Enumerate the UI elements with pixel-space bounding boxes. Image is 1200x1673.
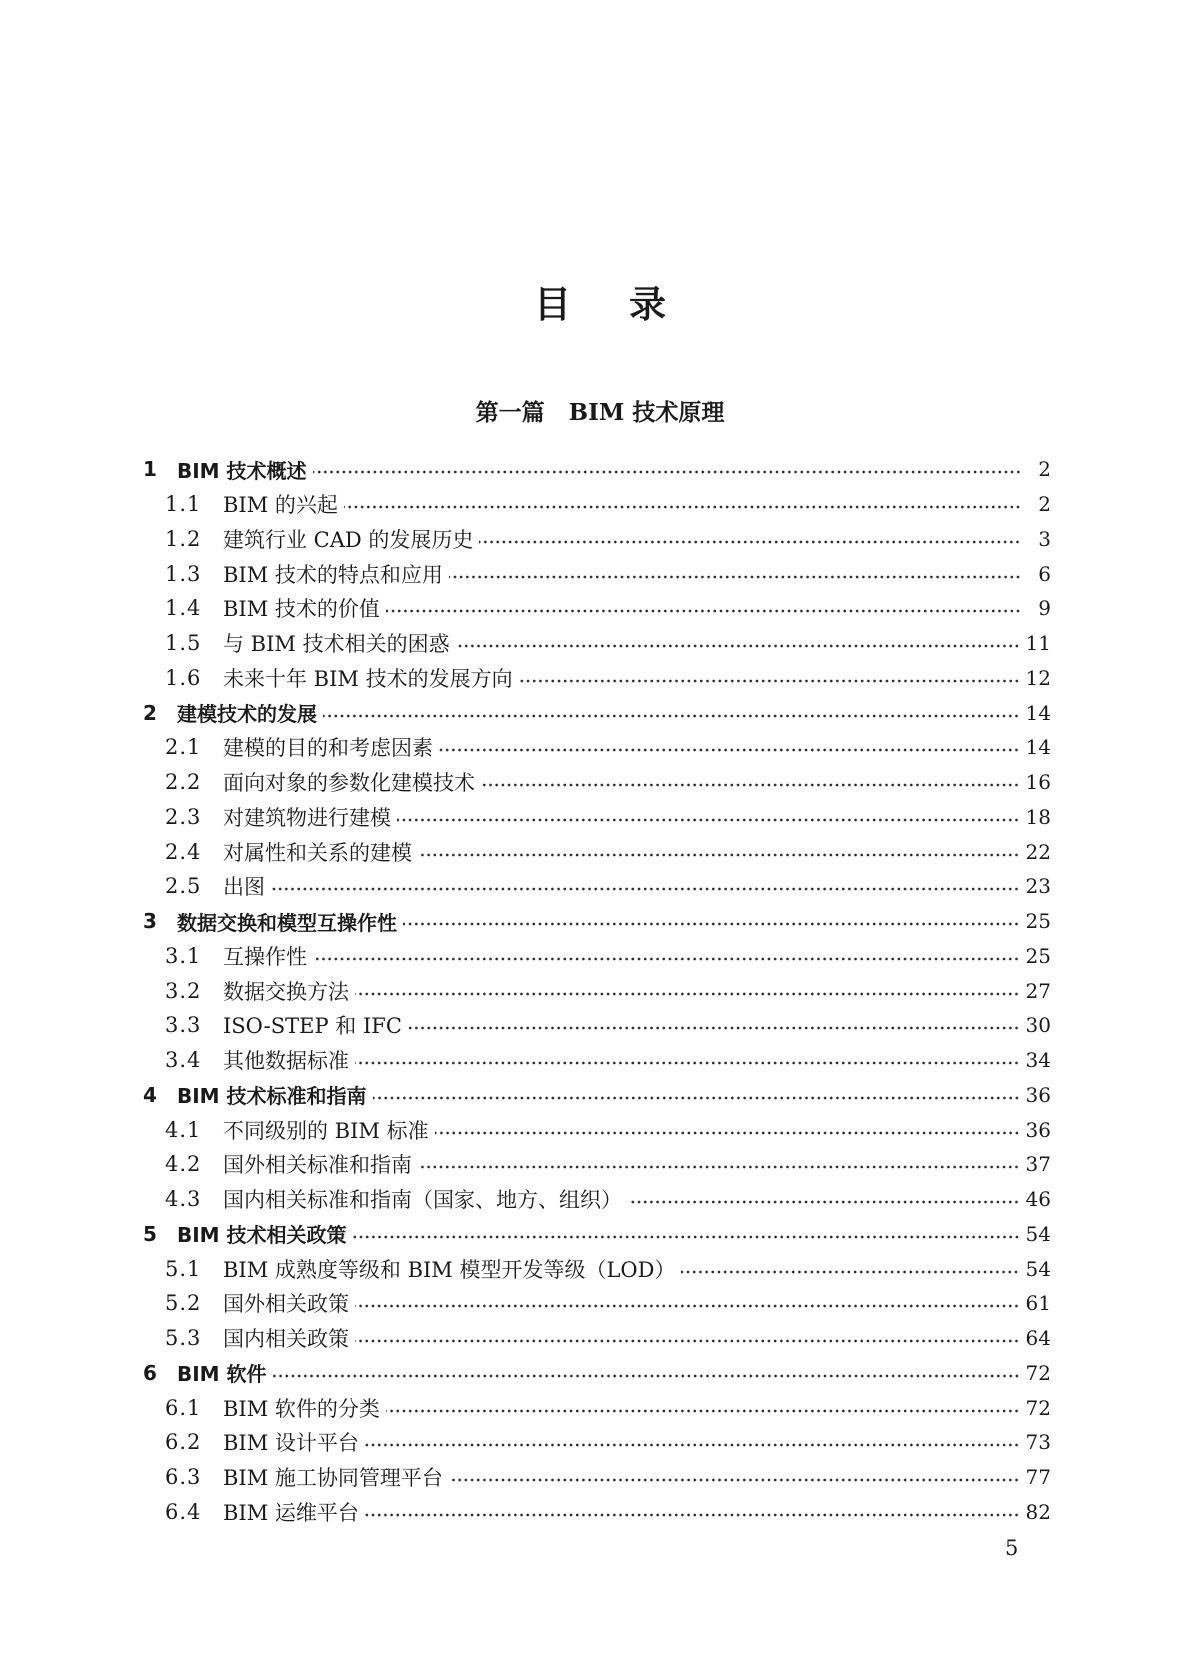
toc-entry-page: 23 <box>1025 874 1051 899</box>
toc-section-entry[interactable] <box>143 730 1051 765</box>
toc-section-entry[interactable] <box>143 1112 1051 1147</box>
toc-section-entry[interactable] <box>143 800 1051 835</box>
dot-leader <box>628 1199 1020 1205</box>
toc-entry-title: 不同级别的 BIM 标准 <box>223 1118 429 1143</box>
toc-entry-title: 出图 <box>223 875 265 900</box>
dot-leader <box>481 782 1020 788</box>
toc-section-entry[interactable] <box>143 834 1051 869</box>
toc-entry-number: 4.3 <box>165 1187 202 1212</box>
toc-section-entry[interactable] <box>143 1147 1051 1182</box>
toc-entry-title: BIM 运维平台 <box>223 1500 359 1525</box>
toc-entry-title: BIM 设计平台 <box>223 1431 359 1456</box>
toc-entry-title: 与 BIM 技术相关的困惑 <box>223 632 450 657</box>
dot-leader <box>386 1408 1020 1414</box>
toc-entry-page: 46 <box>1025 1187 1051 1212</box>
dot-leader <box>313 956 1020 962</box>
toc-entry-number: 4.1 <box>165 1117 202 1142</box>
toc-entry-number: 6 <box>143 1360 157 1385</box>
toc-chapter-entry[interactable] <box>143 1356 1051 1391</box>
table-of-contents <box>143 452 1051 1529</box>
toc-entry-page: 25 <box>1025 909 1051 934</box>
dot-leader <box>386 608 1021 614</box>
toc-section-entry[interactable] <box>143 522 1051 557</box>
page-title: 目录 <box>534 282 724 326</box>
dot-leader <box>355 991 1020 997</box>
toc-entry-number: 2.2 <box>165 770 202 795</box>
toc-entry-number: 1.5 <box>165 631 202 656</box>
toc-entry-page: 2 <box>1038 457 1051 482</box>
toc-entry-page: 11 <box>1025 631 1051 656</box>
toc-entry-page: 12 <box>1025 665 1051 690</box>
dot-leader <box>355 1303 1020 1309</box>
toc-entry-page: 27 <box>1025 978 1051 1003</box>
toc-entry-number: 1 <box>143 457 157 482</box>
toc-entry-title: 未来十年 BIM 技术的发展方向 <box>223 666 513 691</box>
toc-chapter-entry[interactable] <box>143 1217 1051 1252</box>
part-title: BIM 技术原理 <box>568 399 725 426</box>
toc-entry-number: 5.2 <box>165 1291 202 1316</box>
toc-entry-page: 82 <box>1025 1499 1051 1524</box>
toc-entry-page: 36 <box>1025 1082 1051 1107</box>
toc-entry-title: 国外相关标准和指南 <box>223 1153 412 1178</box>
toc-entry-page: 36 <box>1025 1117 1051 1142</box>
toc-entry-page: 25 <box>1025 943 1051 968</box>
toc-entry-title: BIM 技术标准和指南 <box>177 1084 367 1109</box>
toc-section-entry[interactable] <box>143 1390 1051 1425</box>
part-heading <box>0 398 1200 428</box>
toc-entry-title: BIM 成熟度等级和 BIM 模型开发等级（LOD） <box>223 1257 676 1282</box>
toc-entry-title: 国外相关政策 <box>223 1292 349 1317</box>
dot-leader <box>456 643 1020 649</box>
toc-entry-page: 37 <box>1025 1152 1051 1177</box>
toc-entry-title: 对属性和关系的建模 <box>223 840 412 865</box>
toc-section-entry[interactable] <box>143 939 1051 974</box>
toc-entry-title: BIM 技术的特点和应用 <box>223 562 443 587</box>
toc-entry-number: 5.1 <box>165 1256 202 1281</box>
toc-entry-title: 国内相关政策 <box>223 1327 349 1352</box>
dot-leader <box>365 1512 1020 1518</box>
toc-entry-page: 14 <box>1025 700 1051 725</box>
toc-entry-number: 4 <box>143 1082 157 1107</box>
toc-entry-title: BIM 的兴起 <box>223 493 338 518</box>
toc-section-entry[interactable] <box>143 626 1051 661</box>
toc-entry-number: 5.3 <box>165 1326 202 1351</box>
dot-leader <box>479 539 1021 545</box>
toc-entry-number: 1.3 <box>165 561 202 586</box>
dot-leader <box>403 921 1020 927</box>
toc-entry-number: 2.1 <box>165 735 202 760</box>
toc-entry-number: 6.2 <box>165 1430 202 1455</box>
toc-entry-title: 建模技术的发展 <box>177 702 317 727</box>
dot-leader <box>449 1477 1020 1483</box>
toc-entry-page: 2 <box>1038 492 1051 517</box>
toc-entry-number: 3 <box>143 909 157 934</box>
toc-entry-number: 6.3 <box>165 1465 202 1490</box>
toc-entry-number: 2 <box>143 700 157 725</box>
toc-entry-title: 数据交换方法 <box>223 979 349 1004</box>
toc-section-entry[interactable] <box>143 765 1051 800</box>
dot-leader <box>397 817 1020 823</box>
toc-entry-title: 对建筑物进行建模 <box>223 805 391 830</box>
toc-entry-page: 54 <box>1025 1256 1051 1281</box>
dot-leader <box>323 713 1020 719</box>
toc-entry-title: BIM 软件的分类 <box>223 1396 380 1421</box>
page-number: 5 <box>1005 1536 1019 1560</box>
part-label: 第一篇 <box>475 399 545 426</box>
toc-entry-page: 30 <box>1025 1013 1051 1038</box>
toc-entry-page: 22 <box>1025 839 1051 864</box>
toc-section-entry[interactable] <box>143 1321 1051 1356</box>
dot-leader <box>353 1234 1020 1240</box>
dot-leader <box>449 574 1021 580</box>
toc-entry-title: 互操作性 <box>223 944 307 969</box>
toc-section-entry[interactable] <box>143 1460 1051 1495</box>
toc-entry-page: 34 <box>1025 1048 1051 1073</box>
dot-leader <box>313 469 1021 475</box>
dot-leader <box>271 886 1020 892</box>
toc-entry-page: 72 <box>1025 1360 1051 1385</box>
dot-leader <box>519 678 1020 684</box>
dot-leader <box>418 852 1020 858</box>
toc-entry-title: 建筑行业 CAD 的发展历史 <box>223 527 474 552</box>
toc-entry-number: 1.4 <box>165 596 202 621</box>
toc-entry-number: 5 <box>143 1221 157 1246</box>
toc-entry-number: 2.4 <box>165 839 202 864</box>
dot-leader <box>418 1164 1020 1170</box>
toc-section-entry[interactable] <box>143 1008 1051 1043</box>
toc-entry-page: 72 <box>1025 1395 1051 1420</box>
toc-entry-title: 面向对象的参数化建模技术 <box>223 771 475 796</box>
toc-entry-title: BIM 技术相关政策 <box>177 1223 347 1248</box>
toc-chapter-entry[interactable] <box>143 452 1051 487</box>
toc-entry-number: 3.1 <box>165 943 202 968</box>
toc-entry-page: 61 <box>1025 1291 1051 1316</box>
dot-leader <box>408 1025 1020 1031</box>
toc-section-entry[interactable] <box>143 661 1051 696</box>
dot-leader <box>439 747 1020 753</box>
toc-entry-title: BIM 技术的价值 <box>223 597 380 622</box>
toc-entry-number: 6.4 <box>165 1499 202 1524</box>
toc-entry-number: 6.1 <box>165 1395 202 1420</box>
toc-section-entry[interactable] <box>143 487 1051 522</box>
toc-entry-title: BIM 软件 <box>177 1362 267 1387</box>
toc-entry-number: 1.1 <box>165 492 202 517</box>
toc-entry-page: 73 <box>1025 1430 1051 1455</box>
toc-section-entry[interactable] <box>143 556 1051 591</box>
toc-entry-number: 3.3 <box>165 1013 202 1038</box>
toc-entry-number: 3.2 <box>165 978 202 1003</box>
toc-section-entry[interactable] <box>143 869 1051 904</box>
toc-entry-page: 16 <box>1025 770 1051 795</box>
dot-leader <box>344 504 1021 510</box>
toc-entry-number: 3.4 <box>165 1048 202 1073</box>
toc-entry-title: 其他数据标准 <box>223 1049 349 1074</box>
dot-leader <box>365 1442 1020 1448</box>
toc-section-entry[interactable] <box>143 591 1051 626</box>
toc-entry-page: 64 <box>1025 1326 1051 1351</box>
dot-leader <box>681 1269 1019 1275</box>
toc-entry-title: BIM 施工协同管理平台 <box>223 1466 443 1491</box>
toc-section-entry[interactable] <box>143 1182 1051 1217</box>
toc-entry-page: 77 <box>1025 1465 1051 1490</box>
toc-section-entry[interactable] <box>143 1286 1051 1321</box>
toc-section-entry[interactable] <box>143 1495 1051 1530</box>
toc-entry-number: 2.3 <box>165 804 202 829</box>
dot-leader <box>435 1130 1020 1136</box>
toc-entry-page: 6 <box>1038 561 1051 586</box>
toc-entry-title: 数据交换和模型互操作性 <box>177 910 397 935</box>
toc-entry-title: ISO-STEP 和 IFC <box>223 1014 402 1039</box>
toc-entry-title: BIM 技术概述 <box>177 458 307 483</box>
toc-section-entry[interactable] <box>143 1425 1051 1460</box>
toc-chapter-entry[interactable] <box>143 904 1051 939</box>
dot-leader <box>373 1095 1020 1101</box>
dot-leader <box>355 1338 1020 1344</box>
toc-entry-page: 18 <box>1025 804 1051 829</box>
toc-chapter-entry[interactable] <box>143 695 1051 730</box>
toc-entry-page: 54 <box>1025 1221 1051 1246</box>
toc-section-entry[interactable] <box>143 1251 1051 1286</box>
toc-entry-page: 14 <box>1025 735 1051 760</box>
toc-entry-number: 1.6 <box>165 665 202 690</box>
toc-entry-number: 2.5 <box>165 874 202 899</box>
toc-entry-title: 建模的目的和考虑因素 <box>223 736 433 761</box>
toc-chapter-entry[interactable] <box>143 1078 1051 1113</box>
toc-entry-page: 9 <box>1038 596 1051 621</box>
toc-entry-page: 3 <box>1038 526 1051 551</box>
toc-section-entry[interactable] <box>143 973 1051 1008</box>
dot-leader <box>273 1373 1020 1379</box>
toc-entry-number: 4.2 <box>165 1152 202 1177</box>
dot-leader <box>355 1060 1020 1066</box>
toc-section-entry[interactable] <box>143 1043 1051 1078</box>
toc-entry-number: 1.2 <box>165 526 202 551</box>
toc-entry-title: 国内相关标准和指南（国家、地方、组织） <box>223 1188 622 1213</box>
